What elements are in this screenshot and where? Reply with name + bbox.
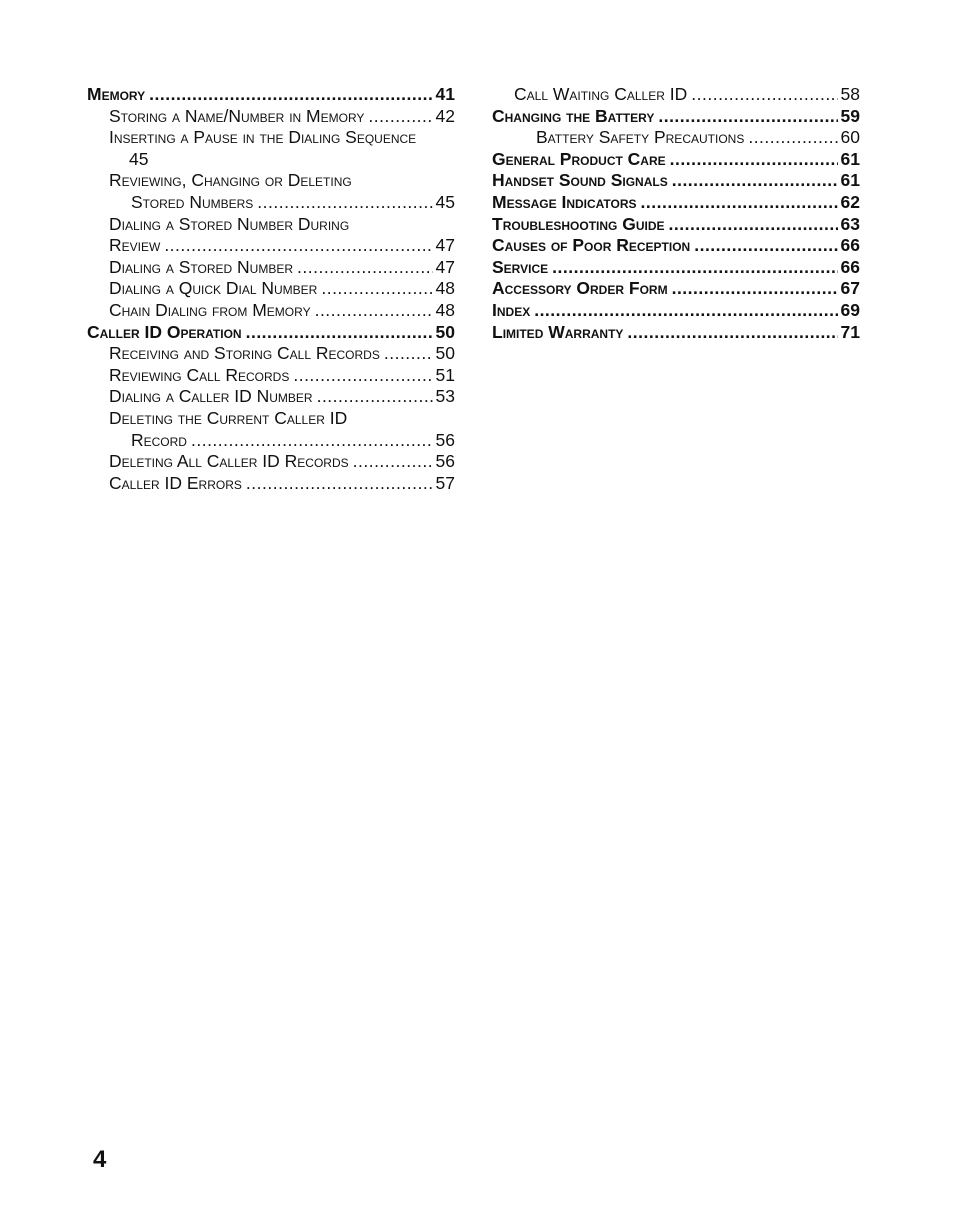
toc-entry-page: 59 — [840, 105, 860, 126]
toc-entry-title-line1: Deleting the Current Caller ID — [109, 407, 348, 428]
toc-entry-page: 45 — [435, 191, 455, 212]
toc-entry-page: 66 — [840, 256, 860, 277]
dot-leader — [297, 257, 433, 279]
dot-leader — [321, 278, 432, 300]
dot-leader — [257, 192, 432, 214]
toc-entry-chain-dialing[interactable] — [87, 300, 455, 322]
toc-entry-title: Battery Safety Precautions — [536, 127, 745, 148]
toc-entry-changing-battery[interactable] — [492, 106, 860, 128]
toc-entry-page: 69 — [840, 299, 860, 320]
toc-column-right — [492, 84, 860, 343]
toc-entry-page: 53 — [435, 386, 455, 407]
dot-leader — [246, 322, 433, 344]
toc-entry-accessory-order-form[interactable] — [492, 278, 860, 300]
toc-entry-title: Storing a Name/Number in Memory — [109, 105, 365, 126]
toc-entry-page: 56 — [435, 429, 455, 450]
toc-entry-inserting-pause[interactable] — [87, 127, 455, 170]
toc-entry-page: 42 — [435, 105, 455, 126]
toc-entry-battery-safety[interactable] — [492, 127, 860, 149]
toc-entry-title: General Product Care — [492, 148, 666, 169]
toc-entry-deleting-current-record[interactable] — [87, 408, 455, 451]
toc-entry-troubleshooting-guide[interactable] — [492, 214, 860, 236]
toc-entry-page: 41 — [435, 84, 455, 104]
toc-entry-title: Causes of Poor Reception — [492, 235, 691, 256]
dot-leader — [670, 149, 838, 171]
toc-entry-title: Caller ID Operation — [87, 321, 242, 342]
toc-entry-title: Limited Warranty — [492, 321, 624, 342]
toc-entry-page: 58 — [840, 84, 860, 104]
dot-leader — [246, 473, 433, 495]
dot-leader — [672, 278, 838, 300]
dot-leader — [293, 365, 432, 387]
toc-entry-storing-name-number[interactable] — [87, 106, 455, 128]
dot-leader — [672, 170, 838, 192]
dot-leader — [641, 192, 838, 214]
dot-leader — [748, 127, 837, 149]
toc-entry-page: 48 — [435, 299, 455, 320]
toc-entry-title: Handset Sound Signals — [492, 170, 668, 191]
dot-leader — [552, 257, 837, 279]
toc-entry-title: Call Waiting Caller ID — [514, 84, 688, 104]
toc-entry-page: 66 — [840, 235, 860, 256]
toc-entry-title: Chain Dialing from Memory — [109, 299, 311, 320]
toc-entry-reviewing-call-records[interactable] — [87, 365, 455, 387]
toc-entry-title: Record — [131, 429, 187, 450]
dot-leader — [694, 235, 837, 257]
dot-leader — [317, 386, 433, 408]
toc-entry-dialing-quick-dial[interactable] — [87, 278, 455, 300]
toc-entry-page: 67 — [840, 278, 860, 299]
toc-column-left — [87, 84, 455, 494]
toc-entry-reviewing-changing-deleting[interactable] — [87, 170, 455, 213]
toc-entry-service[interactable] — [492, 257, 860, 279]
toc-entry-title: Service — [492, 256, 549, 277]
toc-entry-page: 60 — [840, 127, 860, 148]
toc-entry-title: Inserting a Pause in the Dialing Sequence — [109, 127, 417, 148]
dot-leader — [658, 106, 837, 128]
dot-leader — [384, 343, 433, 365]
dot-leader — [315, 300, 433, 322]
toc-entry-index[interactable] — [492, 300, 860, 322]
toc-entry-title: Receiving and Storing Call Records — [109, 343, 380, 364]
toc-entry-call-waiting-caller-id[interactable] — [492, 84, 860, 106]
toc-entry-page: 61 — [840, 170, 860, 191]
toc-entry-page: 56 — [435, 451, 455, 472]
toc-entry-page: 71 — [840, 321, 860, 342]
toc-entry-general-product-care[interactable] — [492, 149, 860, 171]
toc-entry-page: 57 — [435, 472, 455, 493]
toc-entry-title: Review — [109, 235, 161, 256]
dot-leader — [627, 322, 837, 344]
toc-entry-caller-id-operation[interactable] — [87, 322, 455, 344]
dot-leader — [191, 430, 433, 452]
toc-entry-deleting-all-records[interactable] — [87, 451, 455, 473]
toc-entry-page: 50 — [435, 343, 455, 364]
toc-entry-page: 45 — [129, 148, 149, 169]
dot-leader — [368, 106, 432, 128]
toc-entry-page: 51 — [435, 364, 455, 385]
toc-entry-dialing-caller-id-number[interactable] — [87, 386, 455, 408]
toc-entry-title: Caller ID Errors — [109, 472, 242, 493]
dot-leader — [149, 84, 432, 106]
toc-entry-title: Troubleshooting Guide — [492, 213, 665, 234]
toc-entry-title-line1: Dialing a Stored Number During — [109, 213, 350, 234]
toc-entry-page: 63 — [840, 213, 860, 234]
dot-leader — [164, 235, 432, 257]
toc-entry-page: 62 — [840, 191, 860, 212]
toc-entry-title: Stored Numbers — [131, 191, 254, 212]
toc-entry-title-line1: Reviewing, Changing or Deleting — [109, 170, 352, 191]
toc-entry-receiving-storing[interactable] — [87, 343, 455, 365]
toc-entry-title: Memory — [87, 84, 146, 104]
toc-entry-title: Accessory Order Form — [492, 278, 668, 299]
toc-entry-caller-id-errors[interactable] — [87, 473, 455, 495]
toc-entry-title: Index — [492, 299, 531, 320]
dot-leader — [691, 84, 837, 106]
toc-entry-title: Reviewing Call Records — [109, 364, 290, 385]
toc-entry-title: Deleting All Caller ID Records — [109, 451, 349, 472]
toc-entry-dialing-stored-during-review[interactable] — [87, 214, 455, 257]
toc-entry-title: Dialing a Stored Number — [109, 256, 294, 277]
toc-entry-title: Message Indicators — [492, 191, 637, 212]
toc-entry-page: 50 — [435, 321, 455, 342]
toc-entry-page: 47 — [435, 235, 455, 256]
page-number: 4 — [93, 1146, 107, 1173]
toc-entry-handset-sound-signals[interactable] — [492, 170, 860, 192]
toc-entry-title: Dialing a Quick Dial Number — [109, 278, 318, 299]
dot-leader — [669, 214, 838, 236]
toc-entry-memory[interactable] — [87, 84, 455, 106]
toc-entry-page: 48 — [435, 278, 455, 299]
toc-entry-causes-poor-reception[interactable] — [492, 235, 860, 257]
toc-entry-limited-warranty[interactable] — [492, 322, 860, 344]
dot-leader — [353, 451, 433, 473]
toc-entry-title: Dialing a Caller ID Number — [109, 386, 313, 407]
toc-entry-page: 61 — [840, 148, 860, 169]
dot-leader — [534, 300, 837, 322]
toc-entry-title: Changing the Battery — [492, 105, 655, 126]
toc-entry-page: 47 — [435, 256, 455, 277]
toc-entry-message-indicators[interactable] — [492, 192, 860, 214]
toc-entry-dialing-stored-number[interactable] — [87, 257, 455, 279]
